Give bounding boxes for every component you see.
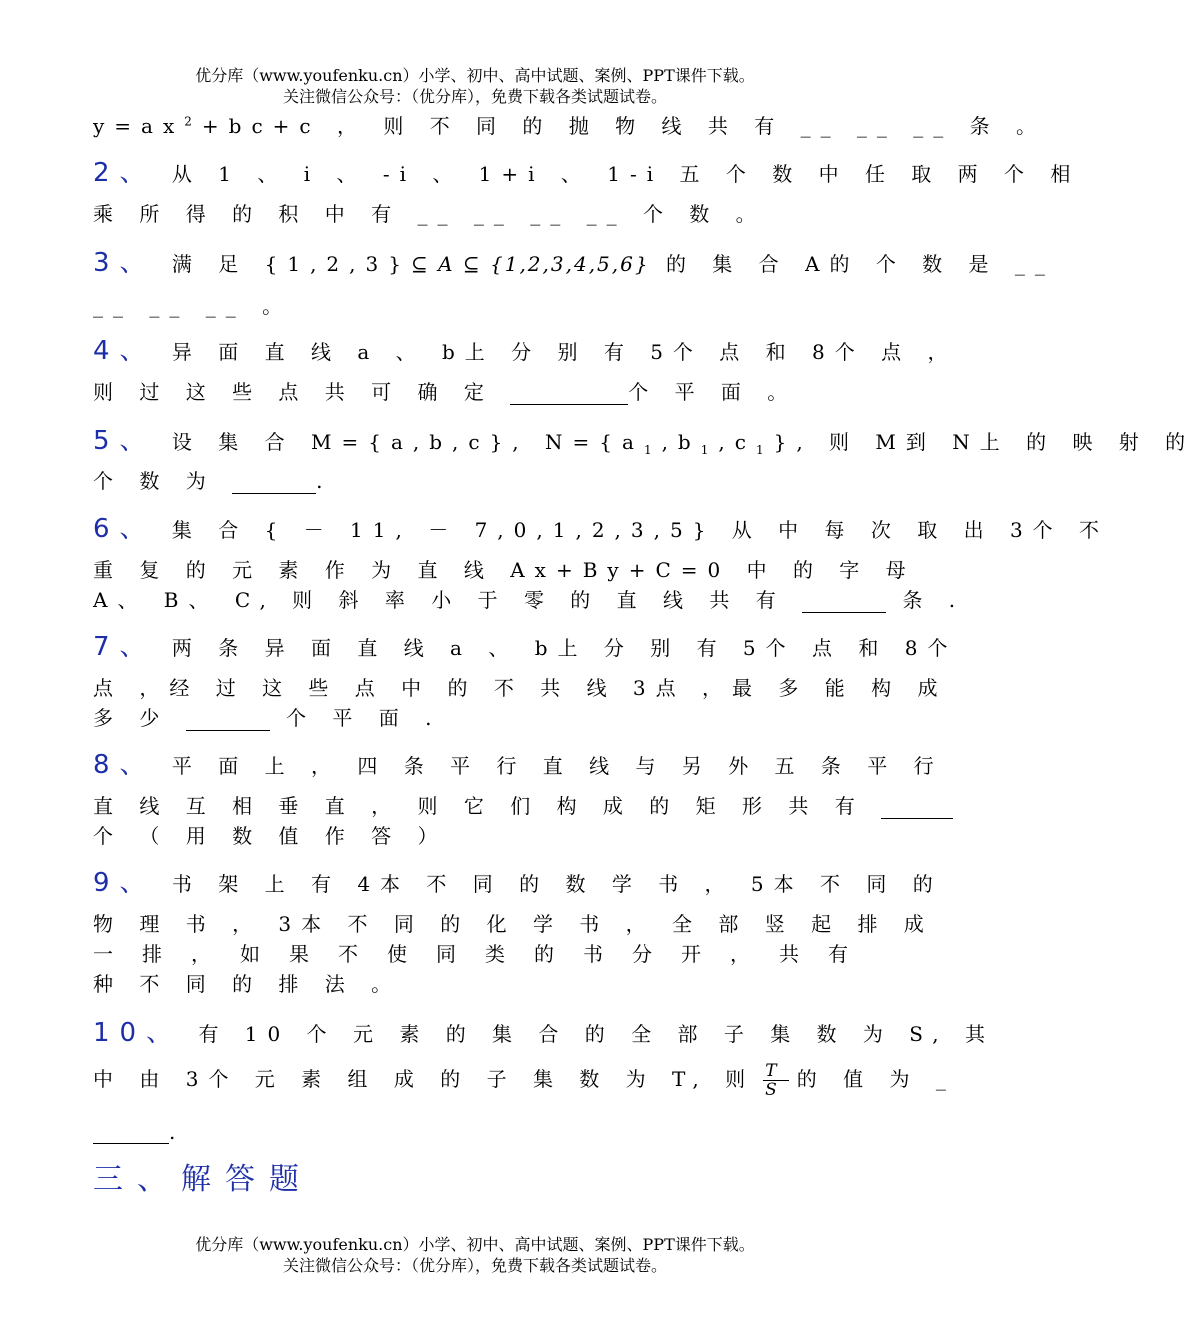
q2-text: 从 1 、 i 、 -i 、 1+i 、 1-i 五 个 数 中 任 取 两 个 相 bbox=[171, 162, 1081, 186]
footer-line-1: 优分库（www.youfenku.cn）小学、初中、高中试题、案例、PPT课件下载。 bbox=[195, 1235, 755, 1254]
q6-text: 集 合 { － 11, － 7,0,1,2,3,5} 从 中 每 次 取 出 3个 不 bbox=[171, 518, 1110, 542]
footer-line-2: 关注微信公众号：（优分库），免费下载各类试题试卷。 bbox=[282, 1256, 667, 1275]
page-header bbox=[0, 65, 950, 107]
question-8-line-1 bbox=[93, 744, 944, 781]
question-8-line-2 bbox=[93, 790, 865, 819]
q9-text-2: 物 理 书 ， 3本 不 同 的 化 学 书 ， 全 部 竖 起 排 成 bbox=[93, 912, 934, 936]
question-9-line-3 bbox=[93, 938, 858, 967]
section-heading: 三、解答题 bbox=[93, 1162, 313, 1197]
answer-blank bbox=[510, 382, 628, 405]
question-7-line-2 bbox=[93, 672, 948, 701]
q7-end: 个 平 面 . bbox=[286, 706, 442, 730]
q6-end: 条 . bbox=[902, 588, 966, 612]
question-number: 2、 bbox=[93, 158, 156, 188]
question-9-line-4 bbox=[93, 968, 858, 997]
question-7-line-1 bbox=[93, 626, 958, 663]
q8-text-2: 直 线 互 相 垂 直 ， 则 它 们 构 成 的 矩 形 共 有 bbox=[93, 794, 865, 818]
answer-blank bbox=[232, 471, 316, 494]
question-3-line-1 bbox=[93, 242, 1055, 279]
q5-text-2: 个 数 为 bbox=[93, 469, 216, 493]
q9-text: 书 架 上 有 4本 不 同 的 数 学 书 ， 5本 不 同 的 bbox=[171, 872, 943, 896]
q8-text-3: 个 （ 用 数 值 作 答 ） bbox=[93, 824, 448, 848]
question-10-line-2 bbox=[93, 1061, 956, 1100]
question-7-line-3 bbox=[93, 702, 858, 731]
question-4-line-2 bbox=[93, 376, 858, 405]
answer-blank bbox=[881, 796, 953, 819]
question-4-line-1 bbox=[93, 330, 958, 367]
q10-text: 有 10 个 元 素 的 集 合 的 全 部 子 集 数 为 S, 其 bbox=[198, 1022, 995, 1046]
page-footer bbox=[0, 1234, 950, 1276]
header-line-2: 关注微信公众号：（优分库），免费下载各类试题试卷。 bbox=[282, 87, 667, 106]
q5-end: . bbox=[316, 469, 333, 493]
question-number: 3、 bbox=[93, 248, 156, 278]
q1-sup: 2 bbox=[184, 114, 202, 129]
q4-end: 个 平 面 。 bbox=[628, 380, 798, 404]
answer-blank bbox=[186, 708, 270, 731]
question-6-line-3 bbox=[93, 584, 966, 613]
q7-text-3: 多 少 bbox=[93, 706, 170, 730]
question-5-line-1 bbox=[93, 420, 1195, 457]
question-2-line-2 bbox=[93, 198, 858, 227]
question-3-line-2 bbox=[93, 290, 858, 319]
q9-text-3: 一 排 ， 如 果 不 使 同 类 的 书 分 开 ， 共 有 bbox=[93, 942, 858, 966]
q3-blank: __ __ __ 。 bbox=[93, 294, 293, 318]
q4-text: 异 面 直 线 a 、 b上 分 别 有 5个 点 和 8个 点 ， bbox=[171, 340, 958, 364]
q1-blank: __ __ __ bbox=[800, 114, 954, 138]
question-6-line-2 bbox=[93, 554, 916, 583]
fraction-t-over-s bbox=[763, 1062, 789, 1099]
question-number: 5、 bbox=[93, 426, 156, 456]
question-8-line-3 bbox=[93, 820, 858, 849]
fraction-denominator: S bbox=[765, 1080, 787, 1100]
q10-period: . bbox=[169, 1120, 176, 1144]
q8-text: 平 面 上 ， 四 条 平 行 直 线 与 另 外 五 条 平 行 bbox=[171, 754, 944, 778]
question-number: 4、 bbox=[93, 336, 156, 366]
question-number: 6、 bbox=[93, 514, 156, 544]
q7-text: 两 条 异 面 直 线 a 、 b上 分 别 有 5个 点 和 8个 bbox=[171, 636, 958, 660]
answer-blank bbox=[802, 590, 886, 613]
question-1-line bbox=[93, 110, 1046, 139]
question-5-line-2 bbox=[93, 465, 858, 494]
q6-text-3: A、 B、 C, 则 斜 率 小 于 零 的 直 线 共 有 bbox=[93, 588, 786, 612]
question-10-line-1 bbox=[93, 1012, 995, 1049]
question-9-line-2 bbox=[93, 908, 934, 937]
q3-pre: 满 足 {1,2,3} bbox=[171, 252, 411, 276]
question-number: 7、 bbox=[93, 632, 156, 662]
question-number: 8、 bbox=[93, 750, 156, 780]
question-number: 10、 bbox=[93, 1018, 183, 1048]
q1-pre: y=ax bbox=[93, 114, 185, 138]
q9-text-4: 种 不 同 的 排 法 。 bbox=[93, 972, 402, 996]
fraction-numerator: T bbox=[763, 1062, 789, 1081]
q10-text-2: 中 由 3个 元 素 组 成 的 子 集 数 为 T, 则 bbox=[93, 1067, 756, 1091]
q1-post: +bc+c ， 则 不 同 的 抛 物 线 共 有 bbox=[201, 114, 785, 138]
q2-end: 个 数 。 bbox=[642, 202, 766, 226]
q6-text-2: 重 复 的 元 素 作 为 直 线 Ax+By+C=0 中 的 字 母 bbox=[93, 558, 916, 582]
question-2-line-1 bbox=[93, 152, 1081, 189]
q10-end: 的 值 为 _ bbox=[796, 1067, 956, 1091]
q3-post: 的 集 合 A的 个 数 是 __ bbox=[665, 252, 1055, 276]
answer-blank bbox=[93, 1121, 169, 1144]
header-line-1: 优分库（www.youfenku.cn）小学、初中、高中试题、案例、PPT课件下载。 bbox=[195, 66, 755, 85]
question-9-line-1 bbox=[93, 862, 943, 899]
question-6-line-1 bbox=[93, 508, 1110, 545]
q7-text-2: 点 ，经 过 这 些 点 中 的 不 共 线 3点 ，最 多 能 构 成 bbox=[93, 676, 948, 700]
q5-text: 设 集 合 M={a,b,c}, $N=\{a_1,b_1,c_1\}$, 则 M到 N上 的 映 射 的 bbox=[171, 430, 1195, 457]
question-number: 9、 bbox=[93, 868, 156, 898]
question-10-line-3 bbox=[93, 1120, 858, 1144]
q1-end: 条 。 bbox=[969, 114, 1046, 138]
q3-math: ⊆ A ⊆ {1,2,3,4,5,6} bbox=[410, 252, 650, 276]
q2-text-2: 乘 所 得 的 积 中 有 bbox=[93, 202, 402, 226]
q2-blank: __ __ __ __ bbox=[417, 202, 627, 226]
q4-text-2: 则 过 这 些 点 共 可 确 定 bbox=[93, 380, 494, 404]
